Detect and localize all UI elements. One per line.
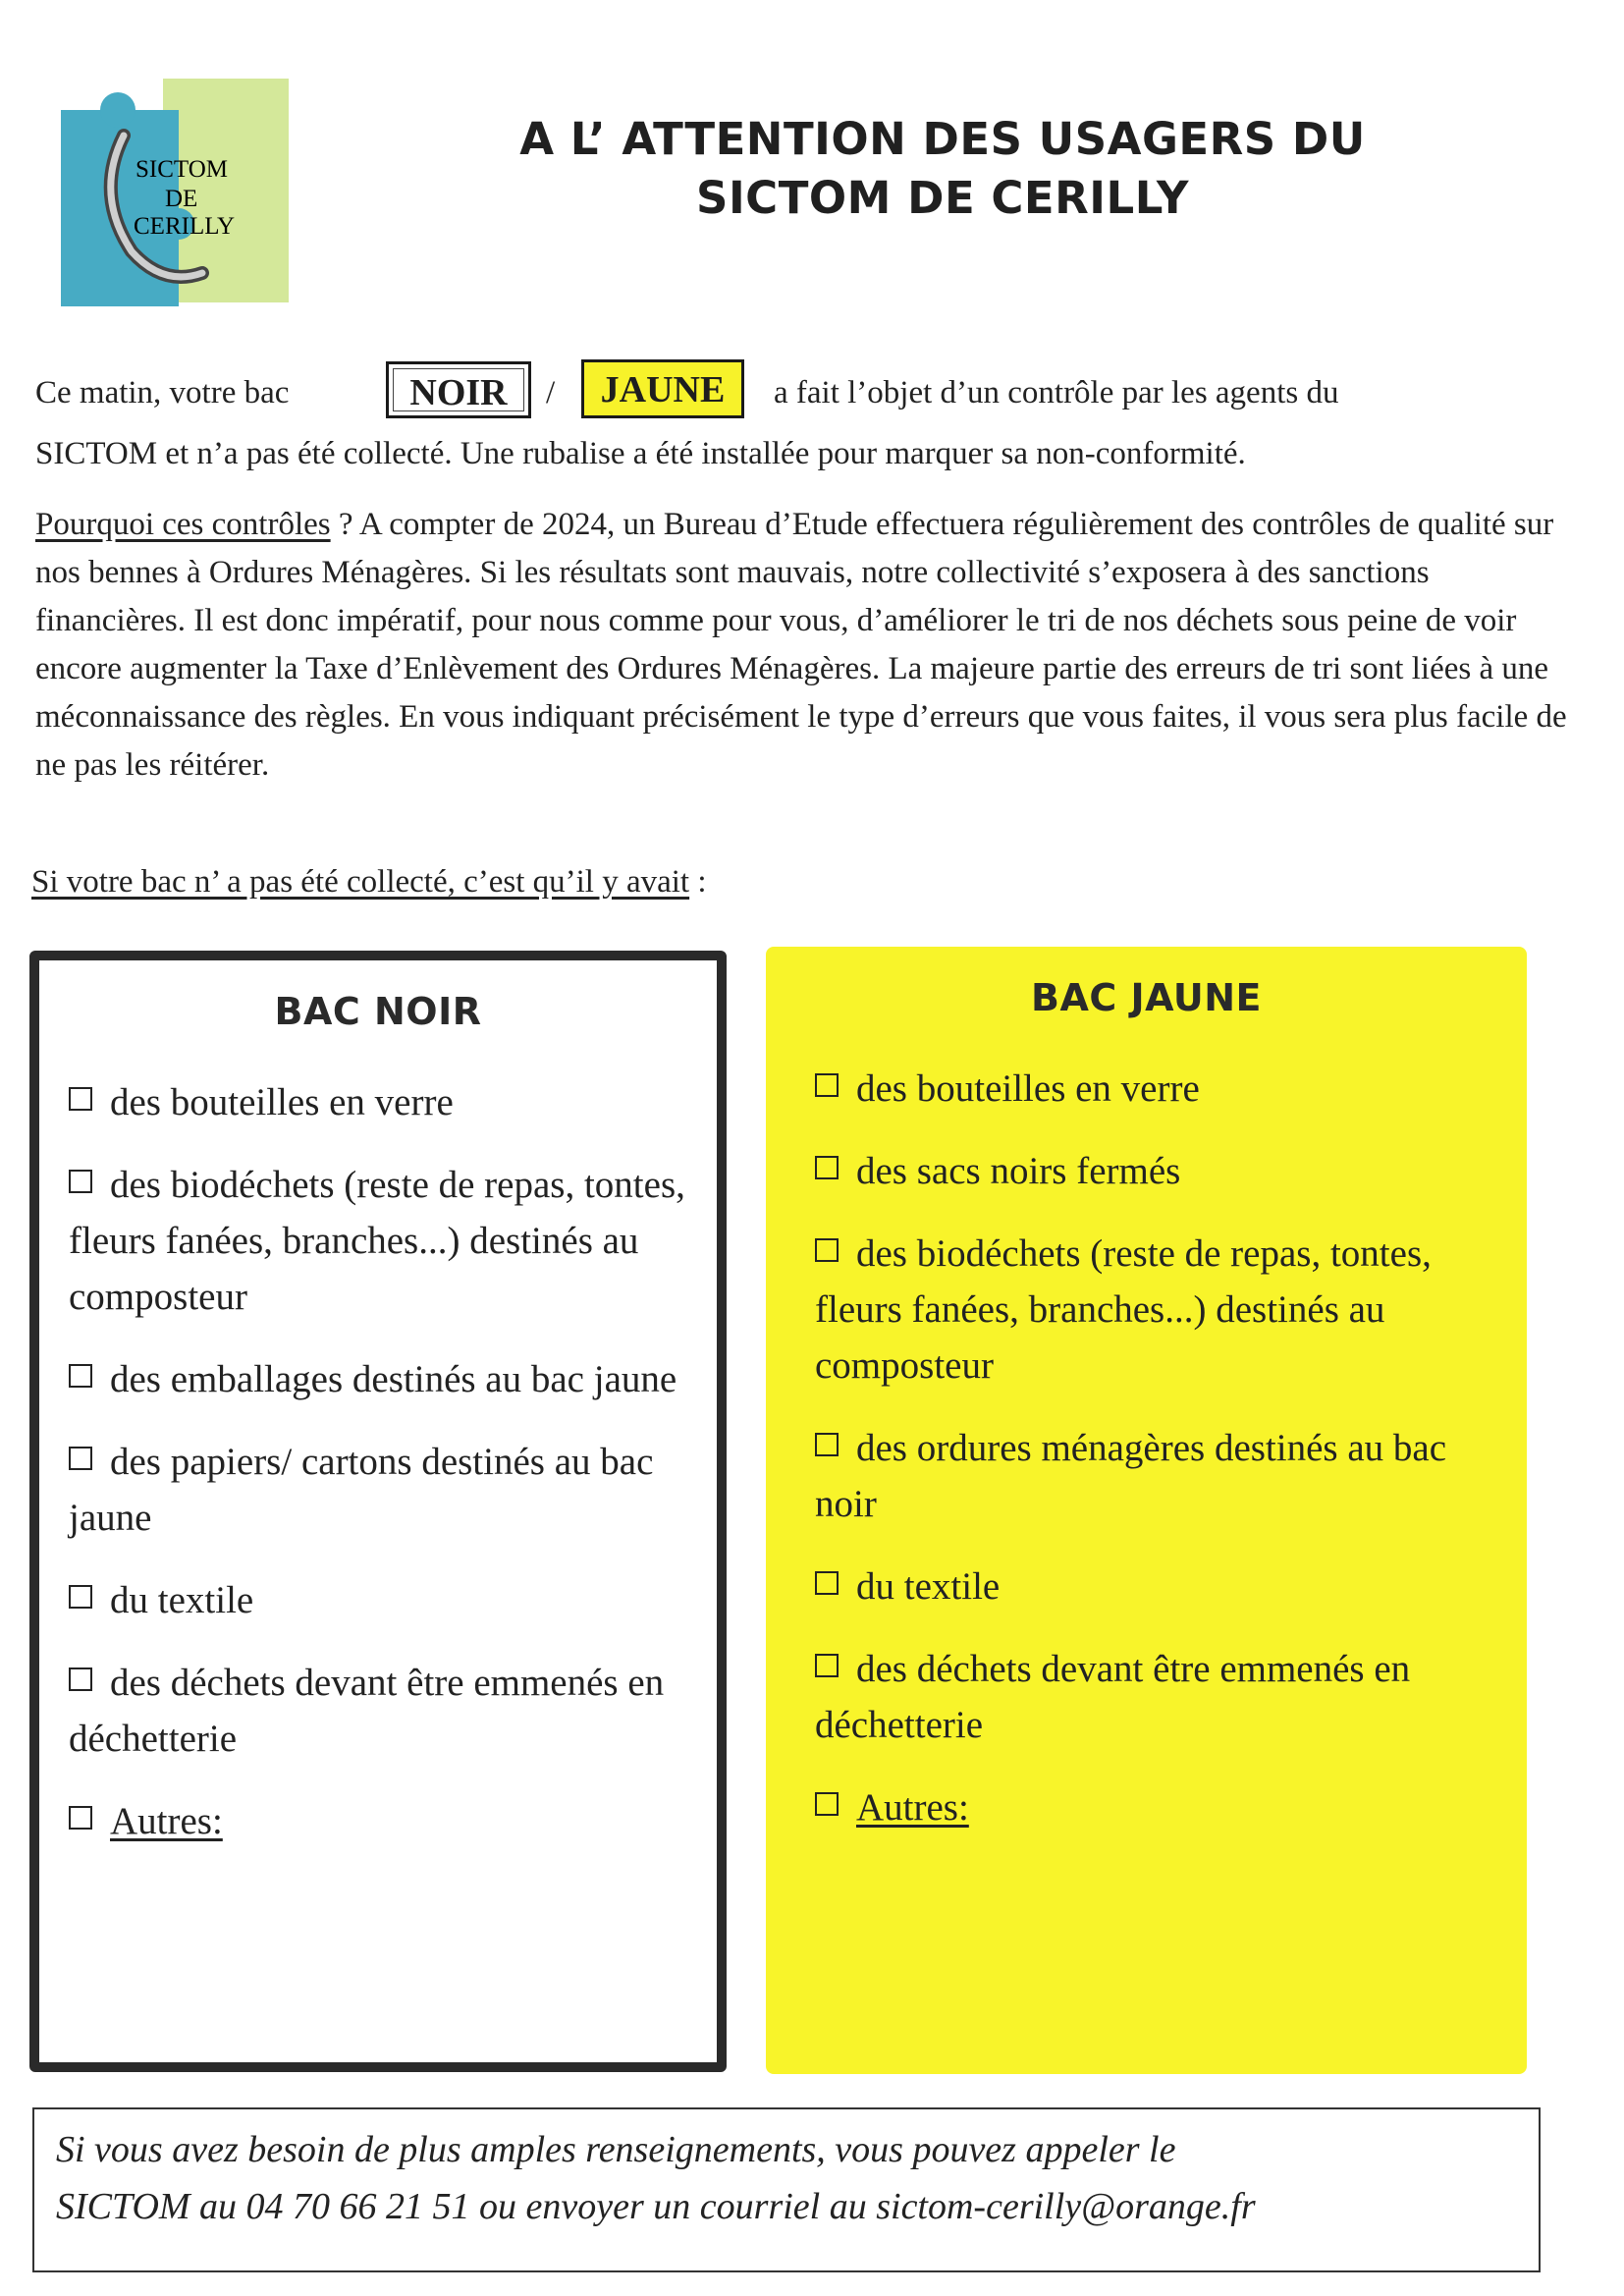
checkbox-icon[interactable] — [815, 1156, 839, 1179]
bac-jaune-box — [766, 947, 1527, 2074]
checkbox-icon[interactable] — [815, 1792, 839, 1816]
reason-text: Si votre bac n’ a pas été collecté, c’est qu’il y avait — [31, 864, 690, 900]
intro-before: Ce matin, votre bac — [35, 375, 290, 410]
checkbox-icon[interactable] — [69, 1170, 92, 1193]
tag-noir: NOIR — [386, 361, 531, 418]
intro-slash: / — [546, 375, 556, 410]
bac-jaune-list — [815, 1061, 1497, 1835]
reason-line — [31, 858, 707, 906]
logo-line-3: CERILLY — [134, 213, 236, 240]
list-item: des biodéchets (reste de repas, tontes, fleurs fanées, branches...) destinés au composteur — [69, 1164, 685, 1318]
list-item: du textile — [815, 1558, 1497, 1614]
checkbox-icon[interactable] — [69, 1447, 92, 1470]
bac-noir-title: BAC NOIR — [274, 990, 482, 1033]
checkbox-icon[interactable] — [815, 1238, 839, 1262]
puzzle-logo-icon — [55, 77, 291, 312]
checkbox-icon[interactable] — [815, 1433, 839, 1456]
sictom-logo — [55, 77, 291, 312]
intro-line-2: SICTOM et n’a pas été collecté. Une rubalise a été installée pour marquer sa non-conformité. — [35, 436, 1246, 471]
bac-noir-box — [29, 951, 727, 2072]
list-item: des biodéchets (reste de repas, tontes, fleurs fanées, branches...) destinés au composteur — [815, 1232, 1432, 1387]
footer-line-2: SICTOM au 04 70 66 21 51 ou envoyer un courriel au sictom-cerilly@orange.fr — [56, 2186, 1256, 2227]
reason-suffix: : — [689, 864, 707, 900]
checkbox-icon[interactable] — [69, 1364, 92, 1388]
list-item-other: Autres: — [69, 1793, 689, 1849]
why-body: ? A compter de 2024, un Bureau d’Etude effectuera régulièrement des contrôles de qualité sur nos bennes à Ordures Ménagères. Si les résultats sont mauvais, notre collectivité s’exposera à des sanctions financières. Il est donc impératif, pour nous comme pour vous, d’améliorer le tri de nos déchets sous peine de voir encore augmenter la Taxe d’Enlèvement des Ordures Ménagères. La majeure partie des erreurs de tri sont liées à une méconnaissance des règles. En vous indiquant précisément le type d’erreurs que vous faites, il vous sera plus facile de ne pas les réitérer. — [35, 507, 1567, 783]
contact-footer — [32, 2107, 1541, 2272]
list-item: du textile — [69, 1572, 689, 1628]
bac-jaune-title: BAC JAUNE — [1031, 976, 1262, 1019]
list-item-other: Autres: — [815, 1779, 1497, 1835]
title-line-1: A L’ ATTENTION DES USAGERS DU — [519, 113, 1366, 165]
bac-noir-list — [69, 1074, 689, 1849]
checkbox-icon[interactable] — [69, 1806, 92, 1830]
logo-line-2: DE — [165, 186, 198, 212]
checkbox-icon[interactable] — [815, 1654, 839, 1677]
page-title — [353, 110, 1532, 228]
why-heading: Pourquoi ces contrôles — [35, 507, 331, 542]
list-item: des déchets devant être emmenés en déchetterie — [815, 1648, 1411, 1746]
list-item: des ordures ménagères destinés au bac noir — [815, 1427, 1447, 1525]
list-item: des papiers/ cartons destinés au bac jaune — [69, 1441, 654, 1539]
title-line-2: SICTOM DE CERILLY — [696, 172, 1189, 224]
checkbox-icon[interactable] — [69, 1087, 92, 1111]
list-item: des emballages destinés au bac jaune — [69, 1351, 689, 1407]
list-item: des bouteilles en verre — [69, 1074, 689, 1130]
footer-line-1: Si vous avez besoin de plus amples renseignements, vous pouvez appeler le — [56, 2129, 1176, 2170]
checkbox-icon[interactable] — [69, 1585, 92, 1609]
intro-after: a fait l’objet d’un contrôle par les agents du — [774, 375, 1339, 410]
list-item: des sacs noirs fermés — [815, 1143, 1497, 1199]
checkbox-icon[interactable] — [815, 1571, 839, 1595]
checkbox-icon[interactable] — [69, 1667, 92, 1691]
tag-jaune: JAUNE — [581, 359, 744, 418]
checkbox-icon[interactable] — [815, 1073, 839, 1097]
list-item: des déchets devant être emmenés en déchetterie — [69, 1662, 665, 1760]
list-item: des bouteilles en verre — [815, 1061, 1497, 1117]
why-paragraph — [35, 501, 1581, 790]
logo-line-1: SICTOM — [135, 156, 229, 183]
